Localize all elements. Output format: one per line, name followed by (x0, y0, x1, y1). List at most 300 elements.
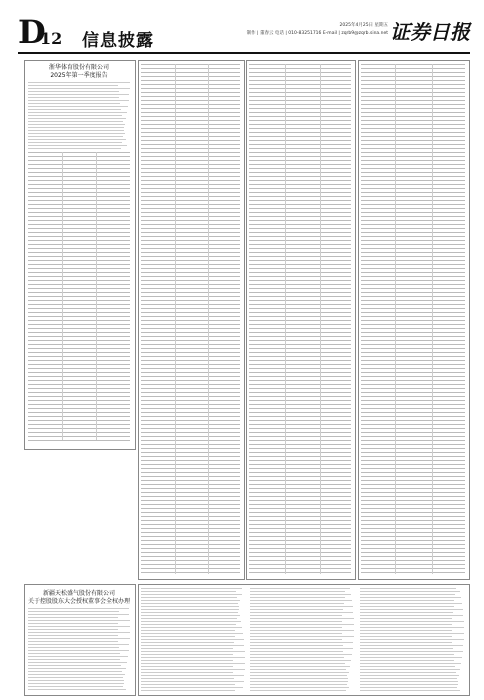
table-row-rule (249, 192, 351, 193)
text-line (360, 615, 463, 616)
table-column-rule (285, 64, 286, 574)
text-line (360, 672, 456, 673)
table-row-rule (141, 372, 240, 373)
text-line (360, 687, 457, 688)
table-row-rule (361, 76, 465, 77)
table-row-rule (141, 216, 240, 217)
table-row-rule (361, 84, 465, 85)
table-row-rule (361, 516, 465, 517)
table-row-rule (28, 440, 130, 441)
table-row-rule (249, 520, 351, 521)
table-row-rule (361, 520, 465, 521)
table-row-rule (141, 532, 240, 533)
table-row-rule (249, 388, 351, 389)
text-line (250, 597, 345, 598)
text-line (141, 690, 235, 691)
table-row-rule (141, 196, 240, 197)
table-row-rule (28, 224, 130, 225)
table-row-rule (361, 532, 465, 533)
table-row-rule (361, 268, 465, 269)
table-row-rule (141, 356, 240, 357)
text-line (360, 663, 461, 664)
table-row-rule (249, 120, 351, 121)
text-line (28, 614, 129, 615)
table-row-rule (249, 80, 351, 81)
table-row-rule (28, 416, 130, 417)
table-row-rule (361, 316, 465, 317)
text-line (28, 124, 125, 125)
table-row-rule (249, 432, 351, 433)
text-line (28, 683, 124, 684)
table-row-rule (361, 420, 465, 421)
table-row-rule (141, 248, 240, 249)
table-row-rule (249, 280, 351, 281)
table-row-rule (361, 464, 465, 465)
table-row-rule (249, 356, 351, 357)
table-row-rule (28, 336, 130, 337)
table-row-rule (249, 360, 351, 361)
table-row-rule (361, 384, 465, 385)
table-row-rule (141, 324, 240, 325)
table-row-rule (28, 244, 130, 245)
table-row-rule (249, 200, 351, 201)
table-row-rule (361, 280, 465, 281)
table-row-rule (361, 172, 465, 173)
table-row-rule (249, 132, 351, 133)
table-row-rule (361, 68, 465, 69)
table-row-rule (361, 400, 465, 401)
text-line (141, 591, 236, 592)
table-row-rule (249, 260, 351, 261)
text-line (141, 624, 236, 625)
table-row-rule (141, 284, 240, 285)
table-row-rule (28, 284, 130, 285)
table-row-rule (361, 496, 465, 497)
table-row-rule (141, 264, 240, 265)
table-row-rule (141, 192, 240, 193)
text-line (250, 615, 342, 616)
text-line (28, 88, 130, 89)
table-row-rule (361, 324, 465, 325)
text-line (250, 609, 343, 610)
table-row-rule (361, 436, 465, 437)
text-line (28, 109, 121, 110)
table-row-rule (249, 500, 351, 501)
table-row-rule (361, 444, 465, 445)
table-row-rule (361, 264, 465, 265)
table-row-rule (361, 304, 465, 305)
table-row-rule (249, 516, 351, 517)
text-line (141, 645, 244, 646)
table-row-rule (361, 468, 465, 469)
text-line (28, 635, 118, 636)
text-line (141, 618, 237, 619)
table-row-rule (249, 528, 351, 529)
table-row-rule (28, 396, 130, 397)
table-row-rule (28, 400, 130, 401)
text-line (28, 142, 122, 143)
text-line (28, 650, 129, 651)
table-row-rule (141, 548, 240, 549)
text-line (360, 618, 452, 619)
table-row-rule (361, 564, 465, 565)
table-row-rule (28, 424, 130, 425)
table-row-rule (249, 208, 351, 209)
table-row-rule (141, 168, 240, 169)
table-row-rule (249, 248, 351, 249)
table-row-rule (141, 64, 240, 65)
table-row-rule (361, 132, 465, 133)
table-row-rule (361, 528, 465, 529)
text-line (360, 690, 460, 691)
table-row-rule (141, 376, 240, 377)
table-row-rule (28, 176, 130, 177)
table-row-rule (361, 88, 465, 89)
text-line (360, 621, 464, 622)
text-line (28, 644, 129, 645)
table-row-rule (141, 280, 240, 281)
table-row-rule (28, 292, 130, 293)
table-row-rule (361, 536, 465, 537)
table-row-rule (361, 64, 465, 65)
table-row-rule (249, 160, 351, 161)
table-row-rule (141, 128, 240, 129)
text-line (250, 666, 350, 667)
table-row-rule (361, 164, 465, 165)
table-row-rule (28, 300, 130, 301)
table-row-rule (141, 152, 240, 153)
text-line (28, 133, 125, 134)
text-line (250, 621, 342, 622)
table-row-rule (249, 436, 351, 437)
table-row-rule (361, 388, 465, 389)
table-row-rule (141, 68, 240, 69)
table-row-rule (249, 124, 351, 125)
table-row-rule (28, 212, 130, 213)
table-row-rule (141, 292, 240, 293)
table-row-rule (361, 408, 465, 409)
table-row-rule (28, 340, 130, 341)
table-row-rule (249, 296, 351, 297)
table-row-rule (249, 156, 351, 157)
page-number: 12 (40, 29, 63, 48)
text-line (28, 659, 120, 660)
table-row-rule (361, 472, 465, 473)
table-row-rule (141, 440, 240, 441)
table-row-rule (361, 248, 465, 249)
table-row-rule (361, 244, 465, 245)
table-row-rule (361, 160, 465, 161)
table-row-rule (28, 252, 130, 253)
table-row-rule (361, 176, 465, 177)
text-line (250, 645, 343, 646)
table-row-rule (28, 156, 130, 157)
table-row-rule (361, 376, 465, 377)
table-row-rule (141, 380, 240, 381)
table-row-rule (28, 308, 130, 309)
table-row-rule (249, 140, 351, 141)
table-row-rule (141, 460, 240, 461)
text-line (250, 654, 352, 655)
table-row-rule (141, 444, 240, 445)
table-row-rule (361, 312, 465, 313)
table-row-rule (28, 332, 130, 333)
table-row-rule (361, 204, 465, 205)
table-row-rule (28, 324, 130, 325)
table-row-rule (28, 280, 130, 281)
table-row-rule (141, 256, 240, 257)
table-row-rule (28, 288, 130, 289)
table-row-rule (361, 236, 465, 237)
text-line (28, 100, 129, 101)
text-line (28, 662, 127, 663)
text-line (250, 627, 342, 628)
text-line (28, 145, 127, 146)
table-row-rule (249, 184, 351, 185)
table-row-rule (141, 540, 240, 541)
table-row-rule (361, 372, 465, 373)
table-row-rule (361, 148, 465, 149)
table-row-rule (28, 220, 130, 221)
table-row-rule (361, 196, 465, 197)
text-line (141, 663, 245, 664)
text-line (360, 639, 464, 640)
table-row-rule (361, 568, 465, 569)
table-row-rule (141, 160, 240, 161)
table-row-rule (28, 196, 130, 197)
table-row-rule (249, 92, 351, 93)
text-line (141, 639, 244, 640)
table-row-rule (249, 264, 351, 265)
text-line (28, 608, 129, 609)
table-row-rule (249, 168, 351, 169)
text-line (141, 600, 240, 601)
table-row-rule (249, 328, 351, 329)
table-row-rule (249, 404, 351, 405)
table-row-rule (249, 480, 351, 481)
table-row-rule (249, 88, 351, 89)
text-line (28, 632, 130, 633)
table-row-rule (28, 328, 130, 329)
table-row-rule (141, 432, 240, 433)
text-line (250, 639, 342, 640)
text-line (141, 588, 242, 589)
table-row-rule (141, 484, 240, 485)
text-line (250, 630, 354, 631)
table-row-rule (361, 72, 465, 73)
table-row-rule (28, 304, 130, 305)
table-row-rule (249, 284, 351, 285)
table-row-rule (249, 472, 351, 473)
table-row-rule (141, 224, 240, 225)
table-row-rule (249, 344, 351, 345)
text-line (28, 103, 120, 104)
table-row-rule (141, 556, 240, 557)
text-line (250, 672, 349, 673)
table-row-rule (361, 344, 465, 345)
table-row-rule (361, 544, 465, 545)
table-row-rule (28, 360, 130, 361)
text-line (141, 612, 238, 613)
table-row-rule (141, 524, 240, 525)
table-row-rule (249, 252, 351, 253)
table-row-rule (141, 400, 240, 401)
table-row-rule (361, 352, 465, 353)
table-row-rule (141, 416, 240, 417)
table-row-rule (361, 192, 465, 193)
text-line (250, 663, 345, 664)
table-row-rule (141, 384, 240, 385)
table-row-rule (249, 484, 351, 485)
text-line (28, 130, 124, 131)
table-row-rule (361, 256, 465, 257)
table-row-rule (141, 572, 240, 573)
text-line (28, 82, 130, 83)
text-line (250, 633, 342, 634)
table-row-rule (249, 452, 351, 453)
table-row-rule (249, 332, 351, 333)
table-row-rule (28, 240, 130, 241)
table-row-rule (249, 288, 351, 289)
table-row-rule (141, 180, 240, 181)
text-line (250, 669, 346, 670)
table-row-rule (249, 336, 351, 337)
table-row-rule (141, 268, 240, 269)
table-row-rule (141, 164, 240, 165)
issue-date: 2025年4月25日 星期五 (339, 23, 388, 28)
table-row-rule (141, 520, 240, 521)
table-column-rule (320, 64, 321, 574)
table-row-rule (361, 136, 465, 137)
text-line (28, 647, 119, 648)
table-row-rule (249, 400, 351, 401)
table-column-rule (96, 152, 97, 440)
table-row-rule (249, 440, 351, 441)
table-row-rule (361, 128, 465, 129)
text-line (141, 615, 240, 616)
table-row-rule (361, 184, 465, 185)
table-row-rule (361, 284, 465, 285)
table-row-rule (249, 524, 351, 525)
table-row-rule (28, 260, 130, 261)
table-row-rule (141, 496, 240, 497)
table-row-rule (141, 276, 240, 277)
table-row-rule (141, 228, 240, 229)
table-row-rule (141, 544, 240, 545)
text-line (360, 678, 457, 679)
notice-company-name: 浙华体育股份有限公司 (48, 64, 109, 71)
table-row-rule (28, 364, 130, 365)
table-row-rule (249, 380, 351, 381)
table-row-rule (249, 368, 351, 369)
table-row-rule (28, 208, 130, 209)
table-row-rule (141, 100, 240, 101)
table-row-rule (361, 368, 465, 369)
section-title: 信息披露 (82, 31, 154, 51)
table-row-rule (141, 304, 240, 305)
table-row-rule (141, 476, 240, 477)
text-line (141, 657, 245, 658)
table-row-rule (28, 276, 130, 277)
table-row-rule (249, 164, 351, 165)
table-row-rule (361, 548, 465, 549)
table-row-rule (141, 92, 240, 93)
text-line (250, 690, 346, 691)
table-row-rule (361, 440, 465, 441)
table-row-rule (249, 308, 351, 309)
table-row-rule (361, 512, 465, 513)
text-line (250, 681, 348, 682)
table-row-rule (141, 124, 240, 125)
text-line (28, 127, 124, 128)
table-row-rule (361, 488, 465, 489)
table-row-rule (28, 172, 130, 173)
table-row-rule (141, 176, 240, 177)
table-row-rule (361, 360, 465, 361)
text-line (28, 97, 119, 98)
text-line (360, 603, 462, 604)
text-line (360, 600, 454, 601)
table-row-rule (28, 376, 130, 377)
table-row-rule (361, 476, 465, 477)
table-row-rule (141, 144, 240, 145)
table-row-rule (249, 416, 351, 417)
text-line (28, 91, 119, 92)
table-row-rule (141, 320, 240, 321)
table-row-rule (141, 244, 240, 245)
table-row-rule (249, 396, 351, 397)
table-row-rule (361, 124, 465, 125)
table-row-rule (249, 376, 351, 377)
table-row-rule (249, 444, 351, 445)
text-line (250, 636, 354, 637)
text-line (360, 657, 462, 658)
text-line (28, 112, 127, 113)
table-row-rule (361, 108, 465, 109)
table-row-rule (361, 492, 465, 493)
table-row-rule (361, 300, 465, 301)
text-line (250, 675, 347, 676)
table-row-rule (141, 88, 240, 89)
table-row-rule (249, 72, 351, 73)
text-line (141, 660, 233, 661)
text-line (360, 660, 454, 661)
text-line (28, 106, 128, 107)
text-line (360, 633, 464, 634)
text-line (28, 668, 126, 669)
table-row-rule (249, 564, 351, 565)
table-row-rule (249, 100, 351, 101)
table-row-rule (249, 548, 351, 549)
table-row-rule (28, 384, 130, 385)
table-row-rule (361, 560, 465, 561)
table-row-rule (141, 172, 240, 173)
table-row-rule (249, 468, 351, 469)
table-row-rule (249, 180, 351, 181)
text-line (28, 680, 124, 681)
table-row-rule (141, 412, 240, 413)
table-row-rule (141, 148, 240, 149)
text-line (360, 648, 453, 649)
table-row-rule (141, 260, 240, 261)
table-row-rule (361, 208, 465, 209)
table-row-rule (249, 224, 351, 225)
table-row-rule (361, 456, 465, 457)
table-row-rule (249, 392, 351, 393)
table-row-rule (361, 212, 465, 213)
table-column-rule (62, 152, 63, 440)
table-row-rule (28, 216, 130, 217)
